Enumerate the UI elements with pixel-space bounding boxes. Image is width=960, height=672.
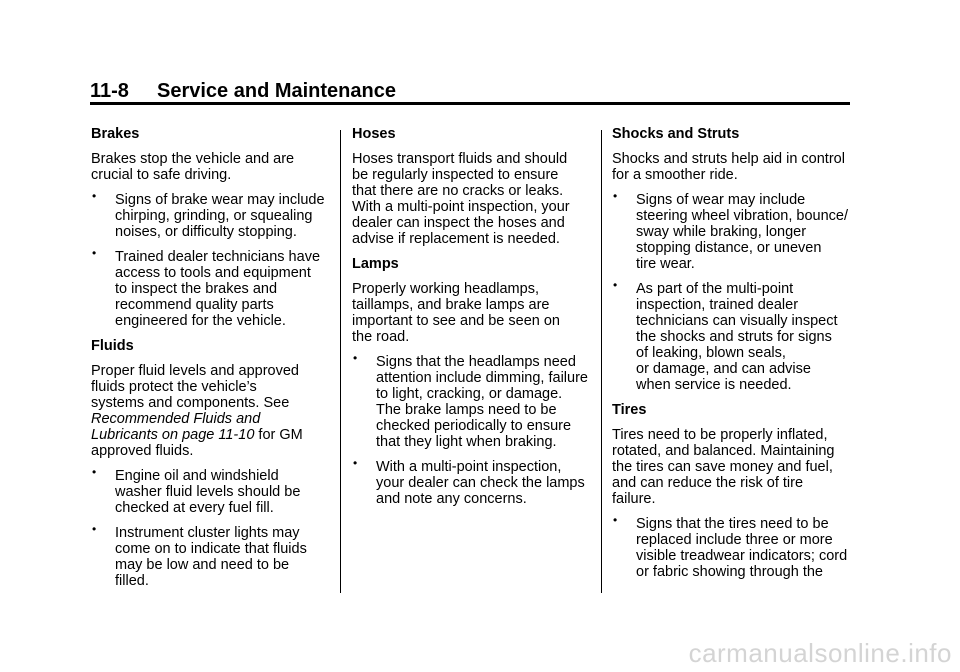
header-rule xyxy=(90,102,850,105)
bullet-icon: • xyxy=(92,246,97,260)
bullet-text: Instrument cluster lights may come on to indicate that fluids may be low and need to be filled. xyxy=(115,525,307,589)
hoses-heading: Hoses xyxy=(352,126,396,142)
shocks-heading: Shocks and Struts xyxy=(612,126,740,142)
bullet-icon: • xyxy=(92,522,97,536)
brakes-heading: Brakes xyxy=(91,126,140,142)
bullet-item xyxy=(91,189,331,240)
bullet-icon: • xyxy=(613,513,618,527)
bullet-item xyxy=(352,456,592,507)
bullet-icon: • xyxy=(353,351,358,365)
watermark: carmanualsonline.info xyxy=(688,638,952,668)
column-divider-1 xyxy=(340,130,341,593)
fluids-heading: Fluids xyxy=(91,338,134,354)
brakes-intro: Brakes stop the vehicle and are crucial to safe driving. xyxy=(91,151,295,183)
bullet-item xyxy=(91,465,331,516)
bullet-icon: • xyxy=(92,465,97,479)
bullet-text: Signs that the tires need to be replaced include three or more visible treadwear indicators; cord or fabric showing through the xyxy=(636,516,848,580)
bullet-item xyxy=(91,246,331,329)
column-1 xyxy=(91,126,331,598)
bullet-text: Signs of wear may include steering wheel vibration, bounce/ sway while braking, longer stopping distance, or uneven tire wear. xyxy=(636,192,848,272)
bullet-item xyxy=(612,189,852,272)
bullet-icon: • xyxy=(613,189,618,203)
bullet-item xyxy=(612,513,852,580)
bullet-text: With a multi-point inspection, your dealer can check the lamps and note any concerns. xyxy=(376,459,585,507)
shocks-intro: Shocks and struts help aid in control for a smoother ride. xyxy=(612,151,845,183)
page-header xyxy=(90,78,850,104)
fluids-intro-text: Proper fluid levels and approved fluids protect the vehicle’s systems and components. See xyxy=(91,363,299,411)
bullet-item xyxy=(612,278,852,393)
bullet-item xyxy=(352,351,592,450)
hoses-text: Hoses transport fluids and should be regularly inspected to ensure that there are no cracks or leaks. With a multi-point inspection, your dealer can inspect the hoses and advise if replacement is needed. xyxy=(352,151,570,247)
bullet-icon: • xyxy=(353,456,358,470)
fluids-intro-text-end: for GM approved fluids. xyxy=(91,427,303,459)
tires-heading: Tires xyxy=(612,402,647,418)
bullet-text: Signs of brake wear may include chirping, grinding, or squealing noises, or difficulty stopping. xyxy=(115,192,325,240)
bullet-text: Trained dealer technicians have access to tools and equipment to inspect the brakes and recommend quality parts engineered for the vehicle. xyxy=(115,249,321,329)
bullet-icon: • xyxy=(613,278,618,292)
bullet-text: As part of the multi-point inspection, trained dealer technicians can visually inspect the shocks and struts for signs of leaking, blown seals, or damage, and can advise when service is needed. xyxy=(636,281,838,393)
tires-intro: Tires need to be properly inflated, rotated, and balanced. Maintaining the tires can save money and fuel, and can reduce the risk of tire failure. xyxy=(612,427,835,507)
section-title: Service and Maintenance xyxy=(157,80,396,102)
column-divider-2 xyxy=(601,130,602,593)
column-3 xyxy=(612,126,852,589)
bullet-text: Engine oil and windshield washer fluid levels should be checked at every fuel fill. xyxy=(115,468,301,516)
fluids-cross-reference-link[interactable]: Recommended Fluids and Lubricants on page 11-10 xyxy=(91,411,261,443)
lamps-heading: Lamps xyxy=(352,256,399,272)
bullet-text: Signs that the headlamps need attention include dimming, failure to light, cracking, or damage. The brake lamps need to be checked periodically to ensure that they light when braking. xyxy=(376,354,588,450)
page-number: 11-8 xyxy=(90,80,129,102)
lamps-intro: Properly working headlamps, taillamps, and brake lamps are important to see and be seen on the road. xyxy=(352,281,560,345)
fluids-intro xyxy=(91,363,331,459)
bullet-icon: • xyxy=(92,189,97,203)
bullet-item xyxy=(91,522,331,589)
column-2 xyxy=(352,126,592,516)
